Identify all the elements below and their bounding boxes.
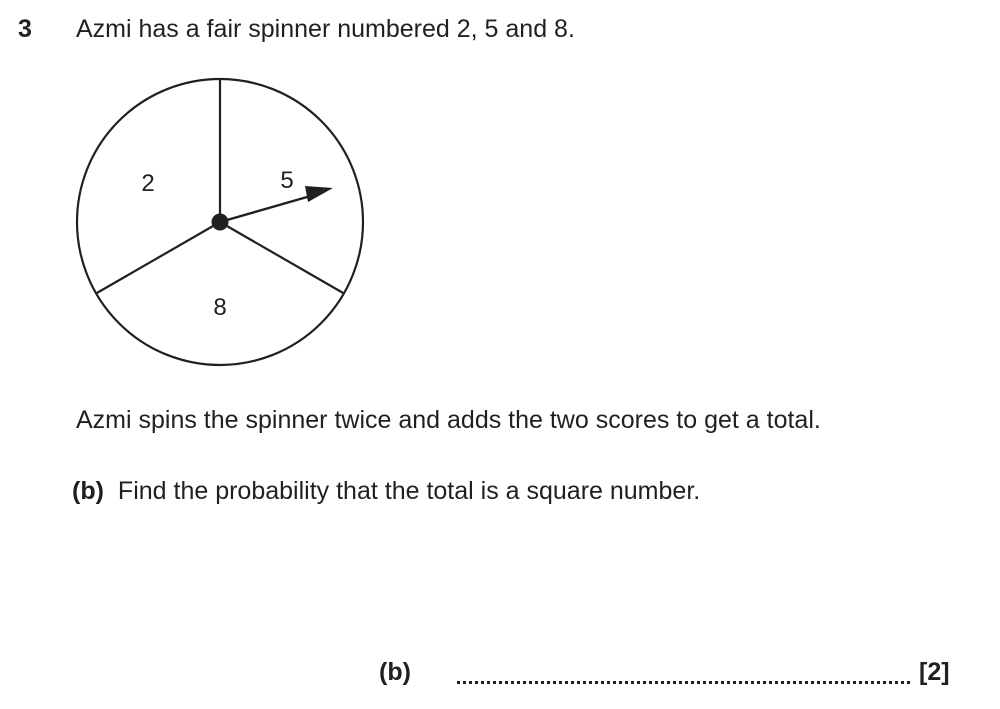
section-label-5: 5 — [280, 167, 294, 194]
section-label-8: 8 — [213, 294, 227, 321]
spinner-pivot — [212, 214, 229, 231]
answer-line[interactable] — [457, 681, 910, 684]
question-number: 3 — [18, 15, 32, 43]
marks-badge: [2] — [919, 658, 950, 686]
question-stem: Azmi has a fair spinner numbered 2, 5 and 8. — [76, 15, 575, 43]
pointer-shaft — [220, 195, 314, 222]
part-b-label: (b) — [72, 477, 104, 505]
divider-left — [96, 222, 220, 294]
section-label-2: 2 — [141, 170, 155, 197]
answer-label — [379, 658, 411, 687]
answer-part-label: (b) — [379, 658, 411, 686]
part-b-text: Find the probability that the total is a square number. — [117, 477, 701, 505]
divider-right — [220, 222, 344, 294]
spinner-diagram — [74, 76, 366, 368]
pointer-arrowhead-icon — [305, 186, 333, 202]
part-b-prompt — [72, 477, 700, 506]
question-context: Azmi spins the spinner twice and adds the two scores to get a total. — [76, 406, 821, 434]
